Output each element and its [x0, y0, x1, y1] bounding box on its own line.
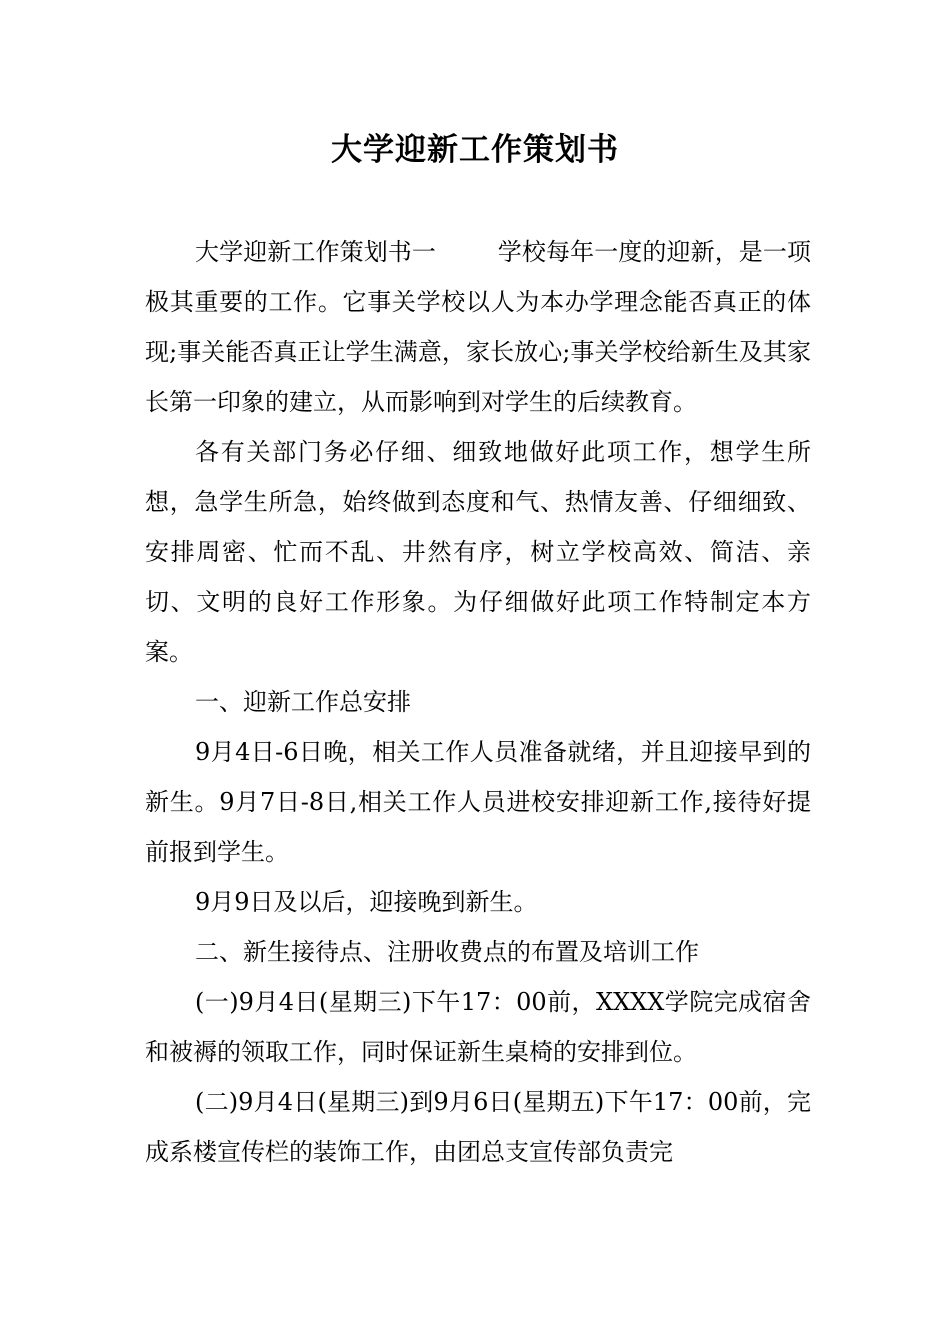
document-body	[145, 227, 811, 1177]
paragraph-schedule-late: 9月9日及以后，迎接晚到新生。	[195, 888, 538, 916]
paragraph-item-one: (一)9月4日(星期三)下午17：00前，XXXX学院完成宿舍和被褥的领取工作，同时保证新生桌椅的安排到位。	[145, 988, 811, 1066]
section-heading-reception-points: 二、新生接待点、注册收费点的布置及培训工作	[195, 938, 699, 966]
paragraph-item-two: (二)9月4日(星期三)到9月6日(星期五)下午17：00前，完成系楼宣传栏的装饰工作，由团总支宣传部负责完	[145, 1088, 811, 1166]
section-heading-overall-arrangement: 一、迎新工作总安排	[195, 688, 411, 716]
document-title: 大学迎新工作策划书	[331, 132, 619, 168]
paragraph-requirements: 各有关部门务必仔细、细致地做好此项工作，想学生所想，急学生所急，始终做到态度和气、热情友善、仔细细致、安排周密、忙而不乱、井然有序，树立学校高效、简洁、亲切、文明的良好工作形象。为仔细做好此项工作特制定本方案。	[145, 438, 811, 666]
paragraph-schedule-early: 9月4日-6日晚，相关工作人员准备就绪，并且迎接早到的新生。9月7日-8日,相关工作人员进校安排迎新工作,接待好提前报到学生。	[145, 738, 811, 866]
paragraph-intro: 大学迎新工作策划书一 学校每年一度的迎新，是一项极其重要的工作。它事关学校以人为本办学理念能否真正的体现;事关能否真正让学生满意，家长放心;事关学校给新生及其家长第一印象的建立，从而影响到对学生的后续教育。	[145, 238, 811, 416]
